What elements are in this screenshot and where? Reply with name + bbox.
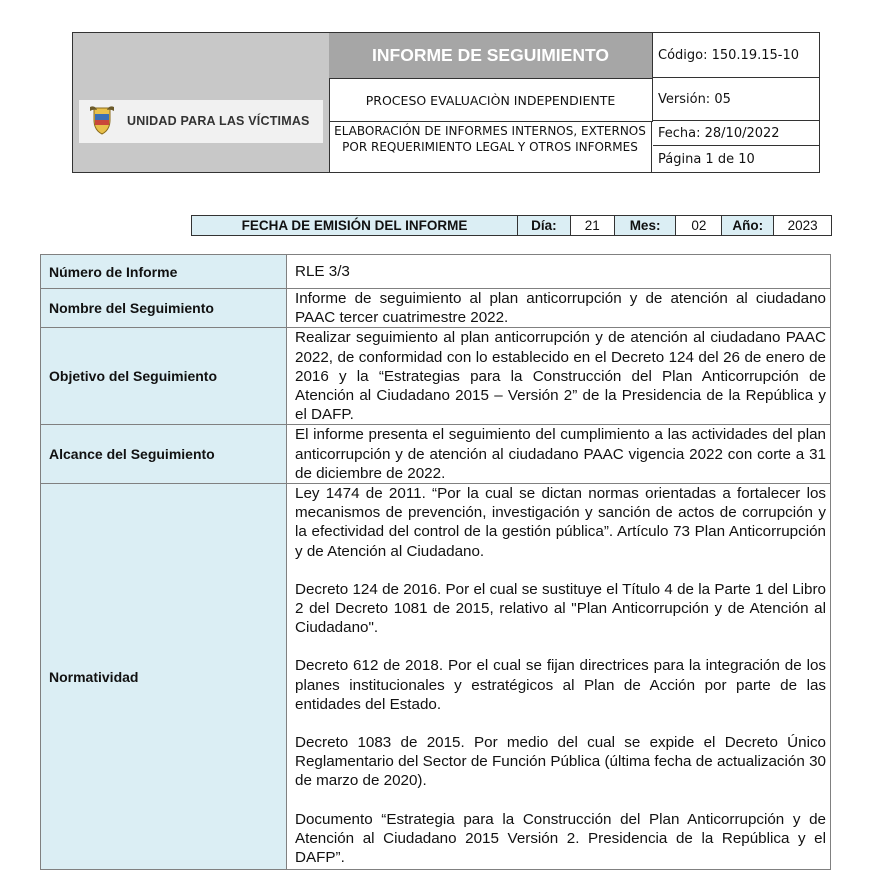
table-row — [41, 328, 831, 425]
norm-paragraph: Decreto 124 de 2016. Por el cual se sustituye el Título 4 de la Parte 1 del Libro 2 del Decreto 1081 de 2015, relativo al "Plan Anticorrupción y de Atención al Ciudadano". — [295, 580, 826, 637]
row-label-numero: Número de Informe — [41, 255, 287, 289]
logo-cell — [73, 33, 330, 172]
document-code: Código: 150.19.15-10 — [653, 33, 819, 78]
document-header — [72, 32, 820, 173]
norm-paragraph: Decreto 612 de 2018. Por el cual se fijan directrices para la integración de los planes institucionales y estratégicos al Plan de Acción por parte de las entidades del Estado. — [295, 657, 826, 713]
norm-paragraph: Documento “Estrategia para la Construcción del Plan Anticorrupción y de Atención al Ciudadano 2015 Versión 2. Presidencia de la República y el DAFP”. — [295, 810, 826, 867]
day-label: Día: — [518, 216, 571, 235]
row-label-normatividad: Normatividad — [41, 484, 287, 870]
document-date: Fecha: 28/10/2022 — [653, 122, 819, 146]
row-value-numero: RLE 3/3 — [287, 255, 831, 289]
coat-of-arms-icon — [89, 105, 115, 135]
row-value-alcance: El informe presenta el seguimiento del cumplimiento a las actividades del plan anticorrupción y de atención al ciudadano PAAC vigencia 2022 con corte a 31 de diciembre de 2022. — [287, 425, 831, 484]
month-label: Mes: — [615, 216, 677, 235]
month-value: 02 — [676, 216, 722, 235]
table-row — [41, 484, 831, 870]
emission-label: FECHA DE EMISIÓN DEL INFORME — [192, 216, 518, 235]
table-row — [41, 255, 831, 289]
year-value: 2023 — [787, 218, 818, 233]
norm-paragraph: Decreto 1083 de 2015. Por medio del cual se expide el Decreto Único Reglamentario del Sector de Función Pública (última fecha de actualización 30 de marzo de 2020). — [295, 734, 826, 790]
row-value-normatividad — [287, 484, 831, 870]
row-label-objetivo: Objetivo del Seguimiento — [41, 328, 287, 425]
year-label: Año: — [722, 216, 774, 235]
row-label-nombre: Nombre del Seguimiento — [41, 289, 287, 328]
table-row — [41, 289, 831, 328]
row-label-alcance: Alcance del Seguimiento — [41, 425, 287, 484]
elaboration-text: ELABORACIÓN DE INFORMES INTERNOS, EXTERNOS POR REQUERIMIENTO LEGAL Y OTROS INFORMES — [329, 122, 652, 172]
norm-paragraph: Ley 1474 de 2011. “Por la cual se dictan normas orientadas a fortalecer los mecanismos de prevención, investigación y sanción de actos de corrupción y la efectividad del control de la gestión pública”. Artículo 73 Plan Anticorrupción y de Atención al Ciudadano. — [295, 485, 826, 560]
row-value-nombre: Informe de seguimiento al plan anticorrupción y de atención al ciudadano PAAC tercer cuatrimestre 2022. — [287, 289, 831, 328]
page-number: Página 1 de 10 — [658, 152, 755, 167]
emission-date-strip — [191, 215, 832, 236]
document-title: INFORME DE SEGUIMIENTO — [329, 33, 653, 79]
document-version: Versión: 05 — [653, 79, 819, 121]
logo-text: UNIDAD PARA LAS VÍCTIMAS — [127, 114, 310, 128]
process-name: PROCESO EVALUACIÒN INDEPENDIENTE — [329, 79, 653, 122]
logo — [79, 100, 323, 143]
report-info-table — [40, 254, 831, 870]
day-value: 21 — [571, 216, 615, 235]
table-row — [41, 425, 831, 484]
row-value-objetivo: Realizar seguimiento al plan anticorrupción y de atención al ciudadano PAAC 2022, de conformidad con lo establecido en el Decreto 124 del 26 de enero de 2016 y la “Estrategias para la Construcción del Plan Anticorrupción de Atención al Ciudadano 2015 – Versión 2” de la Presidencia de la República y el DAFP. — [287, 328, 831, 425]
